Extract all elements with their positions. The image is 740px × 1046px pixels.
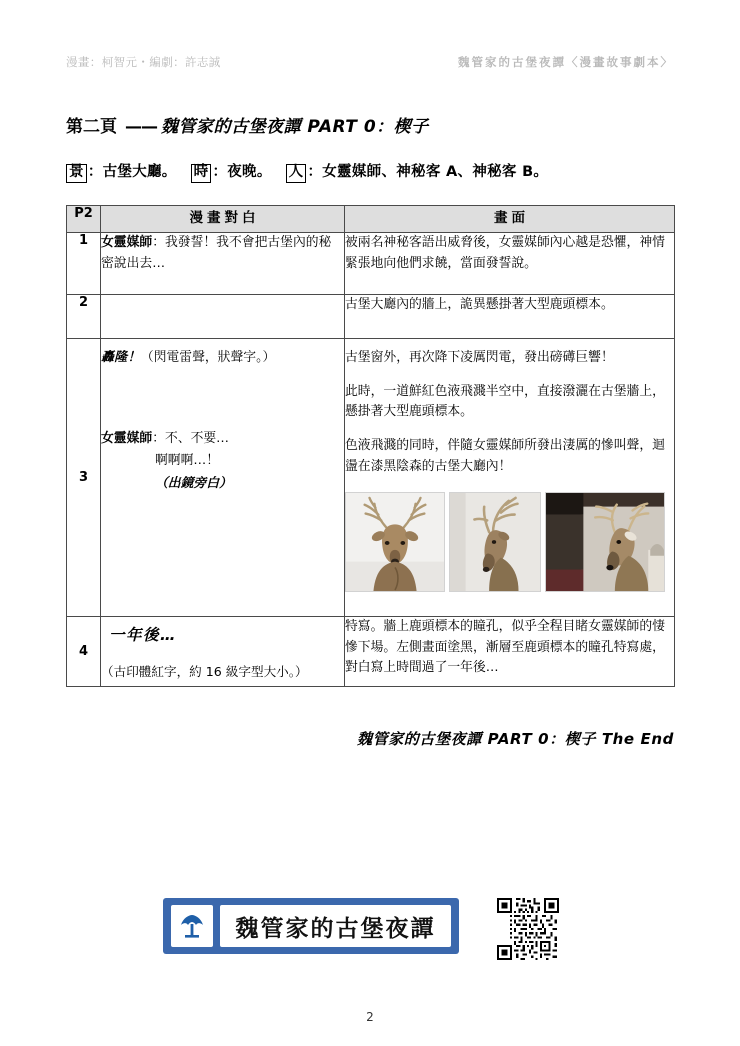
row-number <box>67 339 101 617</box>
row-dialogue <box>101 339 345 617</box>
row-dialogue <box>101 233 345 295</box>
deer-head-photo-2 <box>449 492 541 592</box>
brand-logo-text: 魏管家的古堡夜譚 <box>220 905 451 947</box>
speaker-line: ：不、不要… <box>152 430 229 446</box>
row-dialogue <box>101 617 345 687</box>
script-table <box>66 205 675 687</box>
speaker-line-2: 啊啊啊…！ <box>155 453 219 469</box>
column-header-number: P2 <box>67 206 101 233</box>
row-number <box>67 617 101 687</box>
speaker-name: 女靈媒師 <box>101 235 153 250</box>
deer-head-photo-1 <box>345 492 445 592</box>
picture-paragraph: 色液飛濺的同時，伴隨女靈媒師所發出淒厲的慘叫聲，迴盪在漆黑陰森的古堡大廳內！ <box>345 438 665 474</box>
running-head-credits: 漫畫：柯智元・編劇：許志誠 <box>66 55 221 69</box>
row-number: 1 <box>67 233 101 295</box>
table-row <box>67 339 675 617</box>
page-title-series: 魏管家的古堡夜譚 PART 0：楔子 <box>161 117 429 137</box>
row-dialogue <box>101 295 345 339</box>
setting-value: ：古堡大廳。 <box>87 164 177 180</box>
sound-effect: 轟隆！ <box>101 350 141 365</box>
brand-logo-band <box>163 898 459 954</box>
page-title <box>66 112 429 137</box>
sound-effect-note: （閃電雷聲，狀聲字。） <box>140 350 276 365</box>
page-title-label: 第二頁 <box>66 117 117 137</box>
qr-code-icon[interactable] <box>497 898 559 960</box>
setting-tag: 景 <box>66 164 87 183</box>
speaker-line-3: （出鏡旁白） <box>155 476 232 492</box>
time-caption: 一年後… <box>109 626 178 644</box>
the-end-line: 魏管家的古堡夜譚 PART 0：楔子 The End <box>356 730 674 748</box>
table-row <box>67 233 675 295</box>
table-row <box>67 617 675 687</box>
speaker-line: ：我發誓！我不會把古堡內的秘密說出去… <box>101 235 332 271</box>
time-tag: 時 <box>191 164 212 183</box>
umbrella-monogram-icon <box>171 905 213 947</box>
time-caption-note: （古印體紅字，約 16 級字型大小。） <box>101 664 308 680</box>
row-number-value: 3 <box>78 470 89 485</box>
time-value: ：夜晚。 <box>212 164 272 180</box>
row-number-value: 4 <box>78 644 89 659</box>
page-number: 2 <box>366 1010 374 1024</box>
picture-paragraph: 此時，一道鮮紅色液飛濺半空中，直接潑灑在古堡牆上，懸掛著大型鹿頭標本。 <box>345 383 665 420</box>
row-picture <box>345 233 675 295</box>
picture-paragraph: 古堡窗外，再次降下凌厲閃電，發出磅礡巨響！ <box>345 350 614 365</box>
page-title-dash: —— <box>125 117 157 137</box>
cast-value: ：女靈媒師、神秘客 A、神秘客 B。 <box>307 164 549 180</box>
picture-paragraph: 特寫。牆上鹿頭標本的瞳孔，似乎全程目睹女靈媒師的悽慘下場。左側畫面塗黑，漸層至鹿頭標本的瞳孔特寫處，對白寫上時間過了一年後… <box>345 619 665 676</box>
row-picture <box>345 339 675 617</box>
picture-paragraph: 被兩名神秘客語出威脅後，女靈媒師內心越是恐懼，神情緊張地向他們求饒，當面發誓說。 <box>345 235 665 271</box>
deer-head-photo-3 <box>545 492 665 592</box>
row-picture <box>345 295 675 339</box>
table-row <box>67 295 675 339</box>
row-number: 2 <box>67 295 101 339</box>
running-head-title: 魏管家的古堡夜譚〈漫畫故事劇本〉 <box>458 55 674 69</box>
column-header-dialogue: 漫畫對白 <box>101 206 345 233</box>
scene-header <box>66 160 548 183</box>
column-header-picture: 畫面 <box>345 206 675 233</box>
running-head <box>66 50 674 74</box>
row-picture <box>345 617 675 687</box>
cast-tag: 人 <box>286 164 307 183</box>
speaker-name: 女靈媒師 <box>101 430 153 446</box>
reference-photo-strip <box>345 492 674 592</box>
picture-paragraph: 古堡大廳內的牆上，詭異懸掛著大型鹿頭標本。 <box>345 297 614 312</box>
table-header-row <box>67 206 675 233</box>
